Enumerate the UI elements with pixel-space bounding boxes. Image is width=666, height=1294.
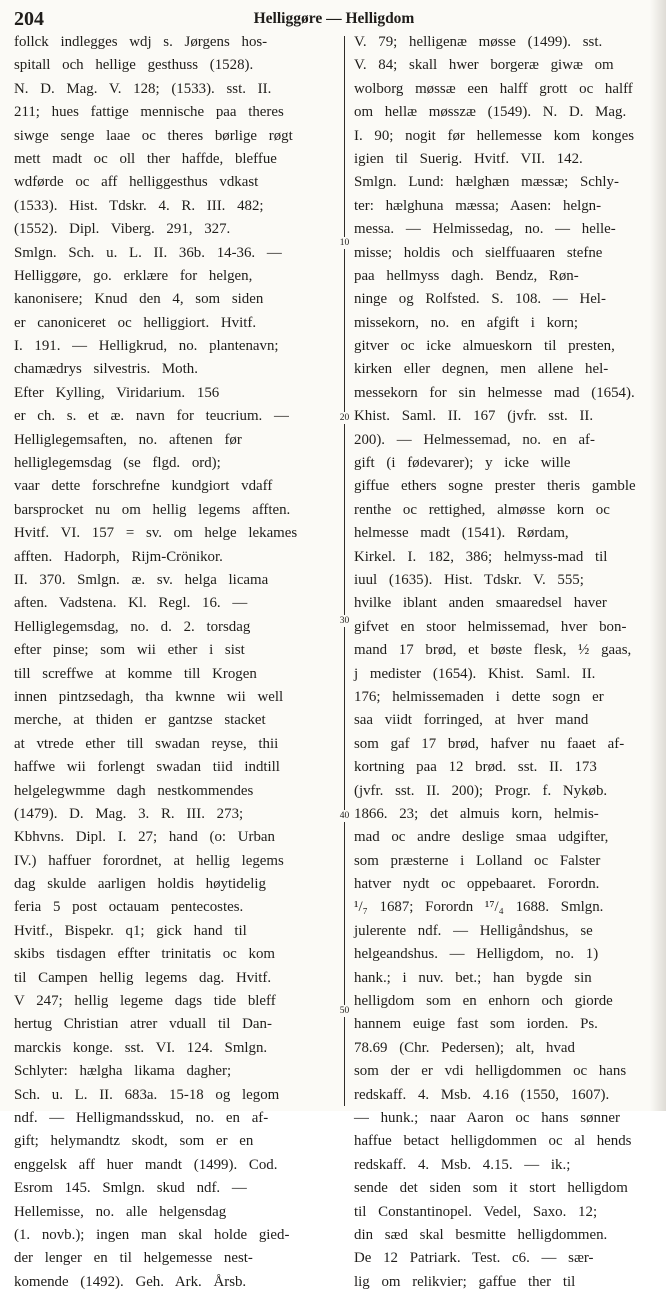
text-line: er canoniceret oc helliggiort. Hvitf. — [14, 314, 257, 331]
text-line: gitver oc icke almueskorn til presten, — [354, 338, 615, 355]
text-line: hank.; i nuv. bet.; han bygde sin — [354, 969, 592, 986]
text-line: der lenger en til helgemesse nest- — [14, 1250, 253, 1267]
text-line: (jvfr. sst. II. 200); Progr. f. Nykøb. — [354, 782, 608, 799]
text-line: helligdom som en enhorn och giorde — [354, 993, 613, 1010]
text-line: ninge og Rolfsted. S. 108. — Hel- — [354, 291, 606, 308]
left-column — [14, 31, 336, 1294]
text-line: skibs tisdagen effter trinitatis oc kom — [14, 946, 275, 963]
text-line: IV.) haffuer forordnet, at hellig legems — [14, 852, 284, 869]
line-number-marker: 30 — [337, 615, 352, 627]
text-line: (1552). Dipl. Viberg. 291, 327. — [14, 221, 231, 238]
text-line: innen pintzsedagh, tha kwnne wii well — [14, 688, 284, 705]
text-line: giffue ethers sogne prester theris gamble — [354, 478, 636, 495]
text-line: 78.69 (Chr. Pedersen); alt, hvad — [354, 1039, 575, 1056]
text-line: Esrom 145. Smlgn. skud ndf. — — [14, 1180, 247, 1197]
line-number-marker: 20 — [337, 412, 352, 424]
text-line: hertug Christian atrer vduall til Dan- — [14, 1016, 272, 1033]
text-line: til Constantinopel. Vedel, Saxo. 12; — [354, 1203, 598, 1220]
column-divider — [344, 36, 345, 1106]
text-line: chamædrys silvestris. Moth. — [14, 361, 198, 378]
text-line: som der er vdi helligdommen oc hans — [354, 1063, 627, 1080]
text-line: afften. Hadorph, Rijm-Crönikor. — [14, 548, 223, 565]
text-line: messekorn for sin helmesse mad (1654). — [354, 384, 635, 401]
text-line: vaar dette forschrefne kundgiort vdaff — [14, 478, 273, 495]
text-line: Smlgn. Sch. u. L. II. 36b. 14-36. — — [14, 244, 282, 261]
text-line: helliglegemsdag (se flgd. ord); — [14, 455, 221, 472]
text-line: kirken eller degnen, men allene hel- — [354, 361, 609, 378]
text-line: I. 191. — Helligkrud, no. plantenavn; — [14, 338, 279, 355]
text-line: 200). — Helmessemad, no. en af- — [354, 431, 595, 448]
text-line: wolborg møssæ een halff grott oc halff — [354, 80, 633, 97]
right-column — [354, 31, 664, 1294]
text-line: om hellæ møsszæ (1549). N. D. Mag. — [354, 104, 627, 121]
text-line: hannem euige fast som iorden. Ps. — [354, 1016, 598, 1033]
text-line: Kirkel. I. 182, 386; helmyss-mad til — [354, 548, 608, 565]
text-line: feria 5 post octauam pentecostes. — [14, 899, 244, 916]
text-line: helgeandshus. — Helligdom, no. 1) — [354, 946, 599, 963]
text-line: II. 370. Smlgn. æ. sv. helga licama — [14, 571, 269, 588]
text-line: sende det siden som it stort helligdom — [354, 1180, 628, 1197]
text-line: dag skulde aarligen holdis høytidelig — [14, 876, 267, 893]
text-line: redskaff. 4. Msb. 4.15. — ik.; — [354, 1156, 571, 1173]
text-line: igien til Suerig. Hvitf. VII. 142. — [354, 150, 583, 167]
line-number-marker: 40 — [337, 810, 352, 822]
text-line: 176; helmissemaden i dette sogn er — [354, 688, 604, 705]
text-line: Hvitf., Bispekr. q1; gick hand til — [14, 922, 247, 939]
text-line: ¹/₇ 1687; Forordn ¹⁷/₄ 1688. Smlgn. — [354, 899, 604, 916]
text-line: haffwe wii forlengt swadan tiid indtill — [14, 759, 280, 776]
text-line: (1533). Hist. Tdskr. 4. R. III. 482; — [14, 197, 264, 214]
text-line: paa hellmyss dagh. Bendz, Røn- — [354, 267, 579, 284]
page-edge-shadow — [650, 0, 666, 1111]
text-line: enggelsk aff huer mandt (1499). Cod. — [14, 1156, 278, 1173]
text-line: mad oc andre deslige smaa udgifter, — [354, 829, 609, 846]
text-line: I. 90; nogit før hellemesse kom konges — [354, 127, 635, 144]
text-line: Helliglegemsaften, no. aftenen før — [14, 431, 242, 448]
text-line: at vtrede ether till swadan reyse, thii — [14, 735, 279, 752]
text-line: redskaff. 4. Msb. 4.16 (1550, 1607). — [354, 1086, 610, 1103]
text-line: efter pinse; som wii ether i sist — [14, 642, 245, 659]
text-line: (1479). D. Mag. 3. R. III. 273; — [14, 805, 244, 822]
text-line: til Campen hellig legems dag. Hvitf. — [14, 969, 272, 986]
text-line: kortning paa 12 brød. sst. II. 173 — [354, 759, 597, 776]
text-line: gifvet en stoor helmissemad, hver bon- — [354, 618, 627, 635]
text-line: ter: hælghuna mæssa; Aasen: helgn- — [354, 197, 602, 214]
text-line: helmesse madt (1541). Rørdam, — [354, 525, 569, 542]
text-line: N. D. Mag. V. 128; (1533). sst. II. — [14, 80, 272, 97]
page-number: 204 — [14, 8, 44, 30]
text-line: iuul (1635). Hist. Tdskr. V. 555; — [354, 571, 584, 588]
text-line: haffue betact helligdommen oc al hends — [354, 1133, 632, 1150]
text-line: misse; holdis och sielffuaaren stefne — [354, 244, 603, 261]
text-line: gift (i fødevarer); y icke wille — [354, 455, 571, 472]
text-line: helgelegwmme dagh nestkommendes — [14, 782, 254, 799]
text-line: Hellemisse, no. alle helgensdag — [14, 1203, 227, 1220]
text-line: julerente ndf. — Helligåndshus, se — [354, 922, 593, 939]
text-line: kanonisere; Knud den 4, som siden — [14, 291, 264, 308]
text-line: messa. — Helmissedag, no. — helle- — [354, 221, 616, 238]
text-line: hatver nydt oc oppebaaret. Forordn. — [354, 876, 600, 893]
text-line: wdførde oc aff helliggesthus vdkast — [14, 174, 259, 191]
page-header — [14, 6, 654, 30]
text-line: V 247; hellig legeme dags tide bleff — [14, 993, 276, 1010]
text-line: ndf. — Helligmandsskud, no. en af- — [14, 1109, 269, 1126]
text-line: som gaf 17 brød, hafver nu faaet af- — [354, 735, 625, 752]
text-line: Efter Kylling, Viridarium. 156 — [14, 384, 220, 401]
text-line: till screffwe at komme till Krogen — [14, 665, 257, 682]
text-line: Helliggøre, go. erklære for helgen, — [14, 267, 253, 284]
text-line: siwge senge laae oc theres børlige røgt — [14, 127, 293, 144]
running-head: Helliggøre — Helligdom — [253, 10, 415, 27]
text-line: j medister (1654). Khist. Saml. II. — [354, 665, 596, 682]
text-line: V. 84; skall hwer borgeræ giwæ om — [354, 57, 614, 74]
text-line: gift; helymandtz skodt, som er en — [14, 1133, 254, 1150]
text-line: mand 17 brød, et bøste flesk, ½ gaas, — [354, 642, 632, 659]
text-line: merche, at thiden er gantzse stacket — [14, 712, 266, 729]
text-line: Schlyter: hælgha likama dagher; — [14, 1063, 232, 1080]
line-number-marker: 10 — [337, 237, 352, 249]
text-line: komende (1492). Geh. Ark. Årsb. — [14, 1273, 247, 1290]
text-line: missekorn, no. en afgift i korn; — [354, 314, 579, 331]
text-line: din sæd skal besmitte helligdommen. — [354, 1226, 608, 1243]
text-line: saa viidt forringed, at hver mand — [354, 712, 589, 729]
text-line: V. 79; helligenæ møsse (1499). sst. — [354, 34, 603, 50]
text-line: Khist. Saml. II. 167 (jvfr. sst. II. — [354, 408, 594, 425]
text-line: hvilke iblant anden smaaredsel haver — [354, 595, 607, 612]
line-number-marker: 50 — [337, 1005, 352, 1017]
text-line: som præsterne i Lolland oc Falster — [354, 852, 601, 869]
text-line: spitall och hellige gesthuss (1528). — [14, 57, 254, 74]
text-line: mett madt oc oll ther haffde, bleffue — [14, 150, 277, 167]
text-line: aften. Vadstena. Kl. Regl. 16. — — [14, 595, 248, 612]
text-line: Helliglegemsdag, no. d. 2. torsdag — [14, 618, 251, 635]
text-line: 1866. 23; det almuis korn, helmis- — [354, 805, 599, 822]
text-line: barsprocket nu om hellig legems afften. — [14, 501, 291, 518]
text-line: renthe oc rettighed, almøsse korn oc — [354, 501, 610, 518]
text-line: (1. novb.); ingen man skal holde gied- — [14, 1226, 290, 1243]
text-line: De 12 Patriark. Test. c6. — sær- — [354, 1250, 594, 1267]
text-line: Smlgn. Lund: hælghæn mæssæ; Schly- — [354, 174, 619, 191]
text-line: Hvitf. VI. 157 = sv. om helge lekames — [14, 525, 298, 542]
text-line: lig om relikvier; gaffue ther til — [354, 1273, 576, 1290]
text-line: Kbhvns. Dipl. I. 27; hand (o: Urban — [14, 829, 275, 846]
text-line: er ch. s. et æ. navn for teucrium. — — [14, 408, 289, 425]
text-line: — hunk.; naar Aaron oc hans sønner — [354, 1109, 620, 1126]
text-line: follck indlegges wdj s. Jørgens hos- — [14, 34, 268, 50]
text-line: 211; hues fattige mennische paa theres — [14, 104, 284, 121]
text-line: Sch. u. L. II. 683a. 15-18 og legom — [14, 1086, 280, 1103]
text-line: marckis konge. sst. VI. 124. Smlgn. — [14, 1039, 268, 1056]
